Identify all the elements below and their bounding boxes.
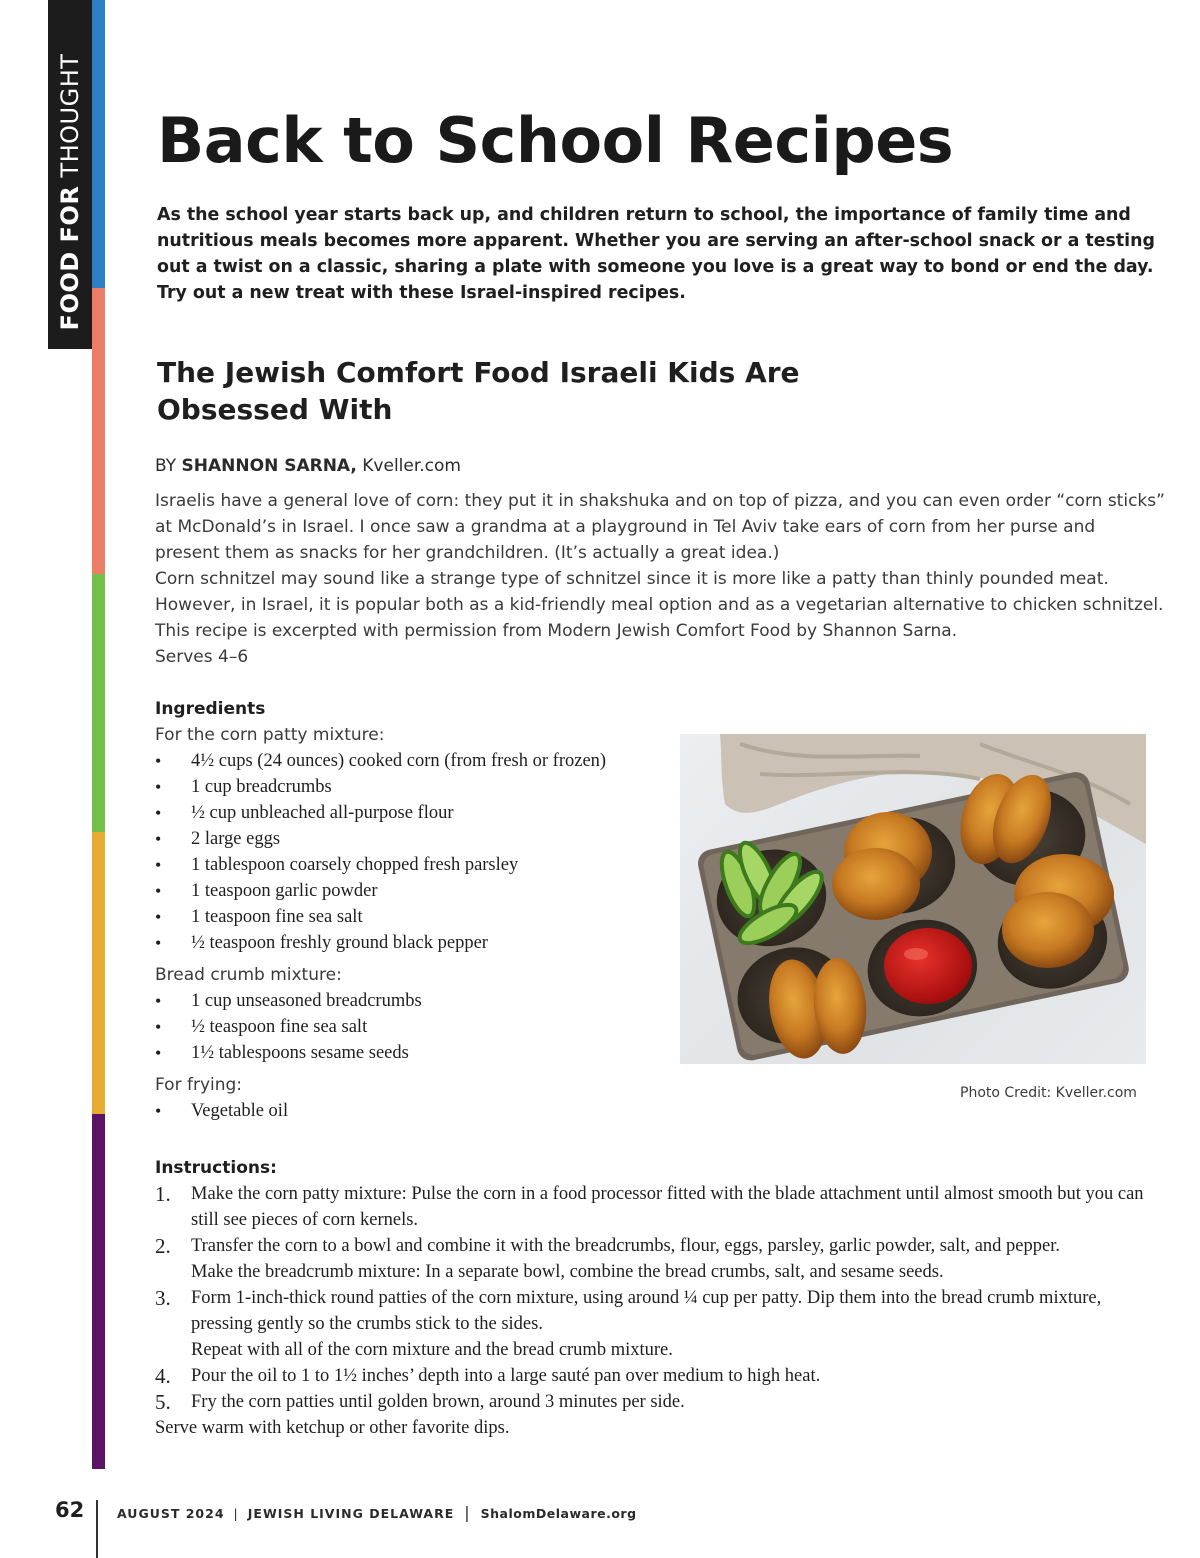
serving-note: Serve warm with ketchup or other favorite dips. [155,1418,510,1438]
step-text: Make the corn patty mixture: Pulse the corn in a food processor fitted with the blade attachment until almost smooth but you can still see pieces of corn kernels. [191,1184,1144,1230]
instruction-step [155,1181,1155,1233]
color-bar-green [92,574,105,832]
ingredient-item: • 1 cup unseasoned breadcrumbs [155,988,675,1014]
ingredient-item: • ½ teaspoon fine sea salt [155,1014,675,1040]
step-number: 2. [155,1234,171,1258]
ingredient-list [155,748,675,956]
article-title: The Jewish Comfort Food Israeli Kids Are Obsessed With [157,356,800,426]
instruction-step [155,1389,1155,1415]
section-tab-label-light: THOUGHT [56,53,84,186]
footer-website-link[interactable]: ShalomDelaware.org [480,1506,637,1521]
byline [155,456,461,476]
ingredient-item: • 1½ tablespoons sesame seeds [155,1040,675,1066]
section-tab-label [56,54,84,331]
color-bar-blue [92,0,105,288]
instructions-heading: Instructions: [155,1158,277,1178]
footer-date: AUGUST 2024 [117,1506,225,1521]
ingredient-list [155,988,675,1066]
color-bar-yellow [92,832,105,1114]
body-paragraph: Israelis have a general love of corn: they put it in shakshuka and on top of pizza, and you can even order “corn sticks” at McDonald’s in Israel. I once saw a grandma at a playground in Tel Aviv take ears of corn from her purse and present them as snacks for her grandchildren. (It’s actually a great idea.) [155,491,1165,563]
ingredient-group-label: For frying: [155,1075,243,1095]
byline-source[interactable]: Kveller.com [356,456,461,476]
step-text: Form 1-inch-thick round patties of the corn mixture, using around ¼ cup per patty. Dip them into the bread crumb mixture, pressing gently so the crumbs stick to the sides. [191,1288,1102,1334]
ingredient-item: • 1 cup breadcrumbs [155,774,675,800]
step-text: Pour the oil to 1 to 1½ inches’ depth into a large sauté pan over medium to high heat. [191,1366,821,1386]
photo-credit: Photo Credit: Kveller.com [960,1085,1137,1101]
step-number: 1. [155,1182,171,1206]
step-text: Repeat with all of the corn mixture and the bread crumb mixture. [191,1340,673,1360]
instructions-section [155,1155,1155,1441]
body-paragraph: Corn schnitzel may sound like a strange type of schnitzel since it is more like a patty than thinly pounded meat. However, in Israel, it is popular both as a kid-friendly meal option and as a vegetarian alternative to chicken schnitzel. This recipe is excerpted with permission from Modern Jewish Comfort Food by Shannon Sarna. [155,569,1164,641]
article-body [155,488,1165,670]
ingredient-group-label: Bread crumb mixture: [155,965,342,985]
footer-separator: | [464,1503,471,1522]
step-text: Fry the corn patties until golden brown, around 3 minutes per side. [191,1392,685,1412]
ingredient-item: • Vegetable oil [155,1098,675,1124]
footer-separator: | [233,1506,239,1521]
ingredient-item: • 2 large eggs [155,826,675,852]
section-tab-label-bold: FOOD FOR [56,185,84,331]
corn-schnitzel-photo-illustration [680,734,1146,1064]
serves-line: Serves 4–6 [155,647,249,667]
instruction-step [155,1363,1155,1389]
step-text: Transfer the corn to a bowl and combine it with the breadcrumbs, flour, eggs, parsley, garlic powder, salt, and pepper. [191,1236,1060,1256]
ingredient-item: • ½ cup unbleached all-purpose flour [155,800,675,826]
instruction-step [155,1233,1155,1285]
footer-divider [96,1500,98,1558]
footer-info [117,1503,637,1522]
step-number: 3. [155,1286,171,1310]
ingredients-section [155,696,675,1130]
ingredient-item: • 1 teaspoon fine sea salt [155,904,675,930]
byline-author: SHANNON SARNA, [181,456,357,476]
ingredient-item: • 1 teaspoon garlic powder [155,878,675,904]
ingredient-item: • 4½ cups (24 ounces) cooked corn (from fresh or frozen) [155,748,675,774]
ingredients-heading: Ingredients [155,699,266,719]
step-number: 5. [155,1390,171,1414]
ingredient-item: • 1 tablespoon coarsely chopped fresh parsley [155,852,675,878]
food-photo [680,734,1146,1064]
page-number: 62 [55,1498,85,1522]
page-title: Back to School Recipes [157,104,954,177]
step-text: Make the breadcrumb mixture: In a separate bowl, combine the bread crumbs, salt, and sesame seeds. [191,1262,944,1282]
intro-paragraph: As the school year starts back up, and children return to school, the importance of family time and nutritious meals becomes more apparent. Whether you are serving an after-school snack or a testing out a twist on a classic, sharing a plate with someone you love is a great way to bond or end the day. Try out a new treat with these Israel-inspired recipes. [157,205,1155,303]
ingredient-group-label: For the corn patty mixture: [155,725,385,745]
instruction-step [155,1285,1155,1363]
byline-prefix: BY [155,456,182,476]
step-number: 4. [155,1364,171,1388]
ingredient-item: • ½ teaspoon freshly ground black pepper [155,930,675,956]
color-bar-purple [92,1114,105,1469]
color-bar-coral [92,288,105,574]
footer-publication: JEWISH LIVING DELAWARE [247,1506,455,1521]
instruction-steps [155,1181,1155,1415]
ingredient-list [155,1098,675,1124]
